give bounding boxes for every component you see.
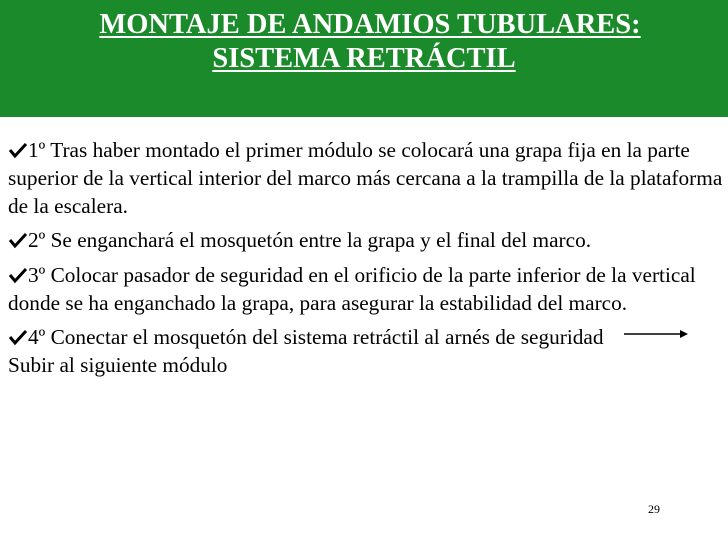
checkmark-icon: [8, 140, 28, 160]
page-number: 29: [648, 502, 660, 516]
bullet-list: [8, 136, 724, 385]
title-line-1: MONTAJE DE ANDAMIOS TUBULARES:: [99, 9, 641, 40]
title-line-2: SISTEMA RETRÁCTIL: [212, 43, 516, 74]
item-text: 3º Colocar pasador de seguridad en el orificio de la parte inferior de la vertical donde se ha enganchado la grapa, para asegurar la estabilidad del marco.: [8, 263, 696, 315]
item-text: 1º Tras haber montado el primer módulo se colocará una grapa fija en la parte superior de la vertical interior del marco más cercana a la trampilla de la plataforma de la escalera.: [8, 138, 723, 218]
list-item: [8, 261, 724, 317]
item-text: 4º Conectar el mosquetón del sistema retráctil al arnés de seguridad: [28, 325, 604, 349]
list-item: [8, 226, 724, 254]
checkmark-icon: [8, 265, 28, 285]
checkmark-icon: [8, 327, 28, 347]
item-text: 2º Se enganchará el mosquetón entre la grapa y el final del marco.: [28, 228, 592, 252]
list-item: [8, 323, 724, 379]
slide-title: [0, 8, 728, 76]
checkmark-icon: [8, 230, 28, 250]
item-continuation-text: Subir al siguiente módulo: [8, 353, 228, 377]
list-item: [8, 136, 724, 220]
right-arrow-icon: [624, 329, 690, 339]
